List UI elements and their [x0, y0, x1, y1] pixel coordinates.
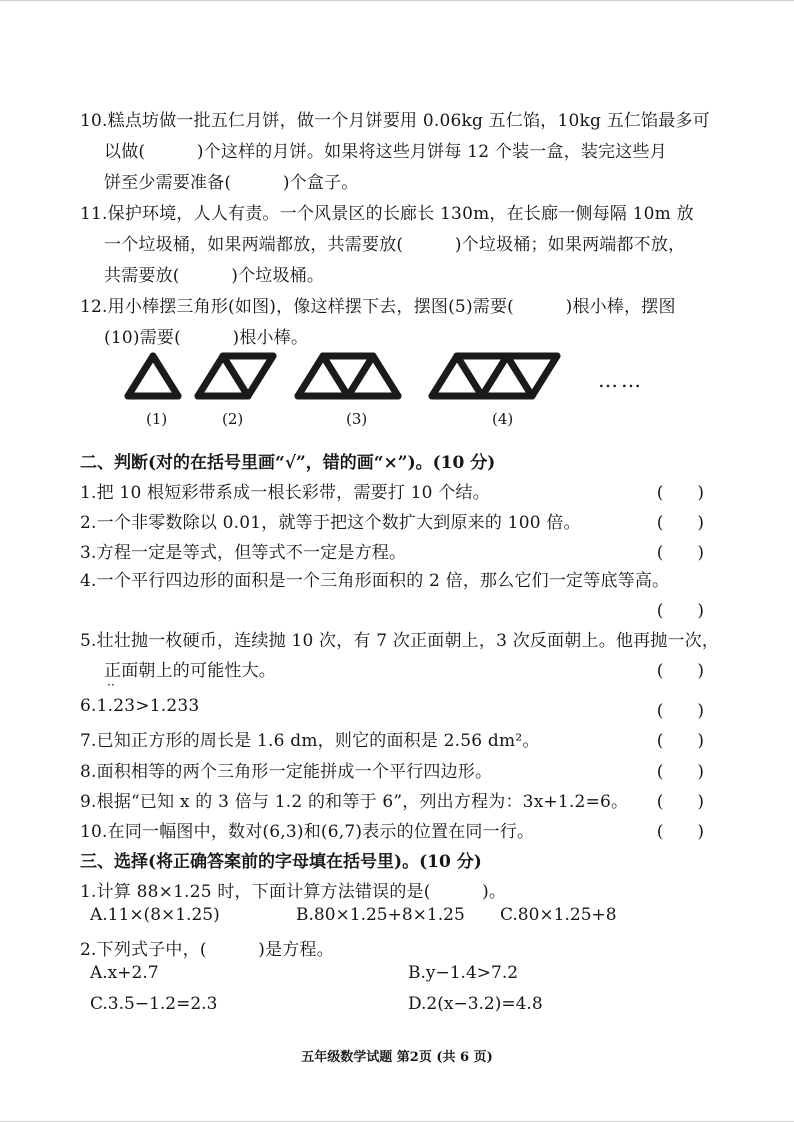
- stick-fig4-2: [457, 356, 482, 396]
- judge-item-2: 2.一个非零数除以 0.01，就等于把这个数扩大到原来的 100 倍。: [80, 513, 581, 533]
- q12-line-1: 12.用小棒摆三角形(如图)，像这样摆下去，摆图(5)需要( )根小棒，摆图: [80, 297, 676, 317]
- judge-paren-5[interactable]: ( ): [656, 661, 704, 681]
- figure-label-4: (4): [492, 410, 514, 428]
- judge-item-6: 6.1.23>1.233: [80, 696, 200, 716]
- figure-label-3: (3): [346, 410, 368, 428]
- figure-label-2: (2): [222, 410, 244, 428]
- q11-line-1: 11.保护环境，人人有责。一个风景区的长廊长 130m，在长廊一侧每隔 10m 放: [80, 204, 694, 224]
- judge-paren-2[interactable]: ( ): [656, 513, 704, 533]
- stick-fig1-0: [128, 356, 153, 396]
- repeating-decimal-dots: ··: [107, 678, 116, 692]
- judge-paren-6[interactable]: ( ): [656, 701, 704, 721]
- judge-item-1: 1.把 10 根短彩带系成一根长彩带，需要打 10 个结。: [80, 483, 490, 503]
- choice-q1-option-b: B.80×1.25+8×1.25: [296, 905, 465, 925]
- judge-item-9: 9.根据“已知 x 的 3 倍与 1.2 的和等于 6”，列出方程为：3x+1.2=6。: [80, 792, 629, 812]
- judge-section-title: 二、判断(对的在括号里画“√”，错的画“×”)。(10 分): [80, 453, 496, 473]
- q10-line-1: 10.糕点坊做一批五仁月饼，做一个月饼要用 0.06kg 五仁馅，10kg 五仁馅最多可: [80, 111, 710, 131]
- choice-q2-stem: 2.下列式子中，( )是方程。: [80, 940, 334, 960]
- judge-paren-9[interactable]: ( ): [656, 792, 704, 812]
- q11-line-2: 一个垃圾桶，如果两端都放，共需要放( )个垃圾桶；如果两端都不放，: [104, 235, 686, 255]
- figure-ellipsis: ……: [598, 368, 644, 392]
- judge-item-7: 7.已知正方形的周长是 1.6 dm，则它的面积是 2.56 dm²。: [80, 731, 540, 751]
- q11-line-3: 共需要放( )个垃圾桶。: [104, 266, 325, 286]
- choice-q2-option-d: D.2(x−3.2)=4.8: [408, 994, 543, 1014]
- figure-label-1: (1): [146, 410, 168, 428]
- judge-paren-1[interactable]: ( ): [656, 483, 704, 503]
- q10-line-2: 以做( )个这样的月饼。如果将这些月饼每 12 个装一盒，装完这些月: [104, 142, 667, 162]
- page-footer: 五年级数学试题 第2页 (共 6 页): [301, 1050, 493, 1065]
- choice-q2-option-c: C.3.5−1.2=2.3: [90, 994, 218, 1014]
- stick-fig1-2: [153, 356, 178, 396]
- judge-paren-10[interactable]: ( ): [656, 822, 704, 842]
- judge-item-10: 10.在同一幅图中，数对(6,3)和(6,7)表示的位置在同一行。: [80, 822, 535, 842]
- judge-paren-4[interactable]: ( ): [656, 601, 704, 621]
- q12-line-2: (10)需要( )根小棒。: [104, 328, 309, 348]
- stick-fig3-2: [323, 356, 348, 396]
- q10-line-3: 饼至少需要准备( )个盒子。: [104, 173, 359, 193]
- stick-triangles: [128, 356, 557, 396]
- choice-q1-option-a: A.11×(8×1.25): [90, 905, 220, 925]
- judge-item-5-cont: 正面朝上的可能性大。: [104, 661, 276, 681]
- stick-fig2-4: [248, 356, 273, 396]
- choice-q2-option-a: A.x+2.7: [90, 963, 159, 983]
- stick-fig3-0: [298, 356, 323, 396]
- choice-section-title: 三、选择(将正确答案前的字母填在括号里)。(10 分): [80, 852, 482, 872]
- judge-item-3: 3.方程一定是等式，但等式不一定是方程。: [80, 543, 407, 563]
- top-edge: [0, 0, 794, 1]
- judge-item-4: 4.一个平行四边形的面积是一个三角形面积的 2 倍，那么它们一定等底等高。: [80, 571, 670, 591]
- judge-item-8: 8.面积相等的两个三角形一定能拼成一个平行四边形。: [80, 762, 493, 782]
- judge-item-5: 5.壮壮抛一枚硬币，连续抛 10 次，有 7 次正面朝上，3 次反面朝上。他再抛一次，: [80, 631, 720, 651]
- stick-fig2-0: [198, 356, 223, 396]
- stick-fig4-8: [532, 356, 557, 396]
- judge-paren-7[interactable]: ( ): [656, 731, 704, 751]
- stick-fig4-6: [507, 356, 532, 396]
- stick-fig4-0: [432, 356, 457, 396]
- stick-fig3-6: [373, 356, 398, 396]
- choice-q1-option-c: C.80×1.25+8: [500, 905, 617, 925]
- stick-fig2-2: [223, 356, 248, 396]
- judge-paren-3[interactable]: ( ): [656, 543, 704, 563]
- choice-q1-stem: 1.计算 88×1.25 时，下面计算方法错误的是( )。: [80, 882, 507, 902]
- judge-paren-8[interactable]: ( ): [656, 762, 704, 782]
- stick-fig3-4: [348, 356, 373, 396]
- choice-q2-option-b: B.y−1.4>7.2: [408, 963, 519, 983]
- stick-fig4-4: [482, 356, 507, 396]
- stick-triangle-figure: [0, 340, 794, 420]
